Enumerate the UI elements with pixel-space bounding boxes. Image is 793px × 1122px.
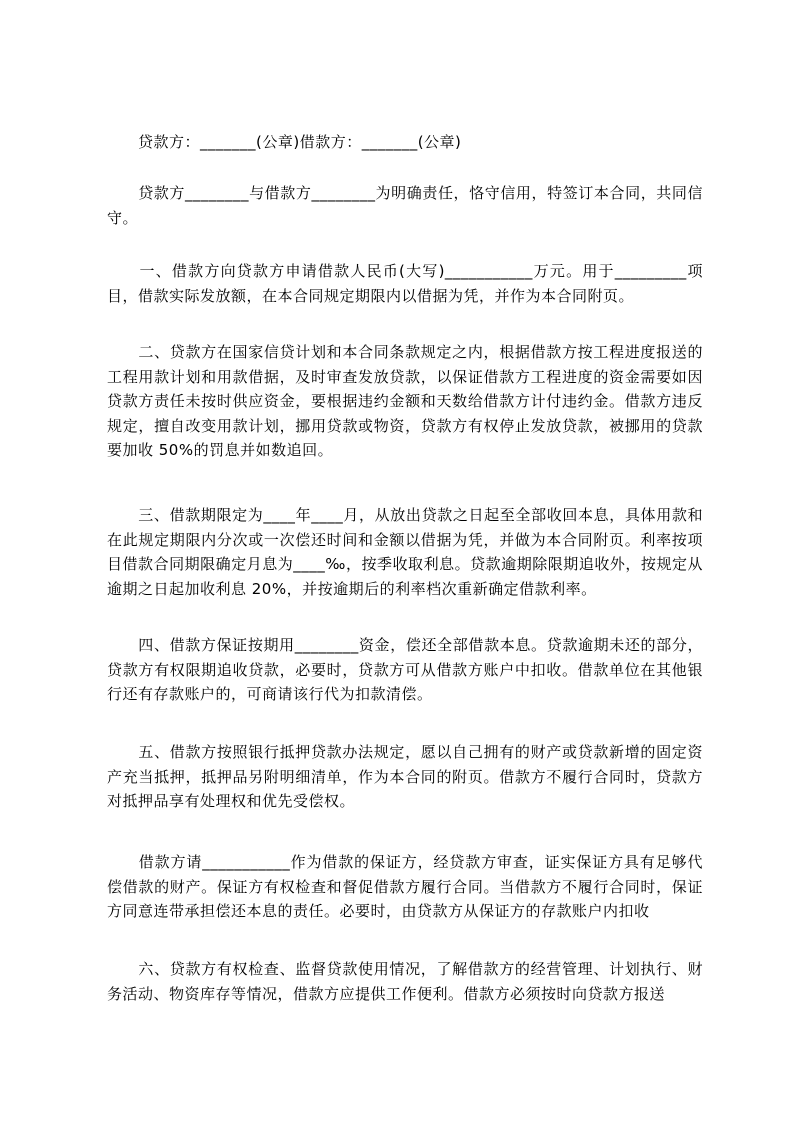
paragraph-clause-1: 一、借款方向贷款方申请借款人民币(大写)___________万元。用于_________项目，借款实际发放额，在本合同规定期限内以借据为凭，并作为本合同附页。 — [107, 262, 703, 305]
paragraph-intro: 贷款方________与借款方________为明确责任，恪守信用，特签订本合同，共同信守。 — [107, 184, 703, 227]
signature-header: 贷款方：_______(公章)借款方：_______(公章) — [107, 133, 462, 151]
paragraph-clause-3: 三、借款期限定为____年____月，从放出贷款之日起至全部收回本息，具体用款和在此规定期限内分次或一次偿还时间和金额以借据为凭，并做为本合同附页。利率按项目借款合同期限确定月息为____‰，按季收取利息。贷款逾期除限期追收外，按规定从逾期之日起加收利息 20%，并按逾期后的利率档次重新确定借款利率。 — [107, 506, 703, 598]
paragraph-clause-4: 四、借款方保证按期用________资金，偿还全部借款本息。贷款逾期未还的部分，贷款方有权限期追收贷款，必要时，贷款方可从借款方账户中扣收。借款单位在其他银行还有存款账户的，可商请该行代为扣款清偿。 — [107, 636, 703, 703]
paragraph-clause-6: 六、贷款方有权检查、监督贷款使用情况，了解借款方的经营管理、计划执行、财务活动、物资库存等情况，借款方应提供工作便利。借款方必须按时向贷款方报送 — [107, 960, 703, 1003]
paragraph-clause-5: 五、借款方按照银行抵押贷款办法规定，愿以自己拥有的财产或贷款新增的固定资产充当抵押，抵押品另附明细清单，作为本合同的附页。借款方不履行合同时，贷款方对抵押品享有处理权和优先受偿权。 — [107, 743, 703, 810]
paragraph-clause-2: 二、贷款方在国家信贷计划和本合同条款规定之内，根据借款方按工程进度报送的工程用款计划和用款借据，及时审查发放贷款，以保证借款方工程进度的资金需要如因贷款方责任未按时供应资金，要根据违约金额和天数给借款方计付违约金。借款方违反规定，擅自改变用款计划，挪用贷款或物资，贷款方有权停止发放贷款，被挪用的贷款要加收 50%的罚息并如数追回。 — [107, 343, 703, 459]
paragraph-guarantor: 借款方请___________作为借款的保证方，经贷款方审查，证实保证方具有足够代偿借款的财产。保证方有权检查和督促借款方履行合同。当借款方不履行合同时，保证方同意连带承担偿还本息的责任。必要时，由贷款方从保证方的存款账户内扣收 — [107, 853, 703, 920]
